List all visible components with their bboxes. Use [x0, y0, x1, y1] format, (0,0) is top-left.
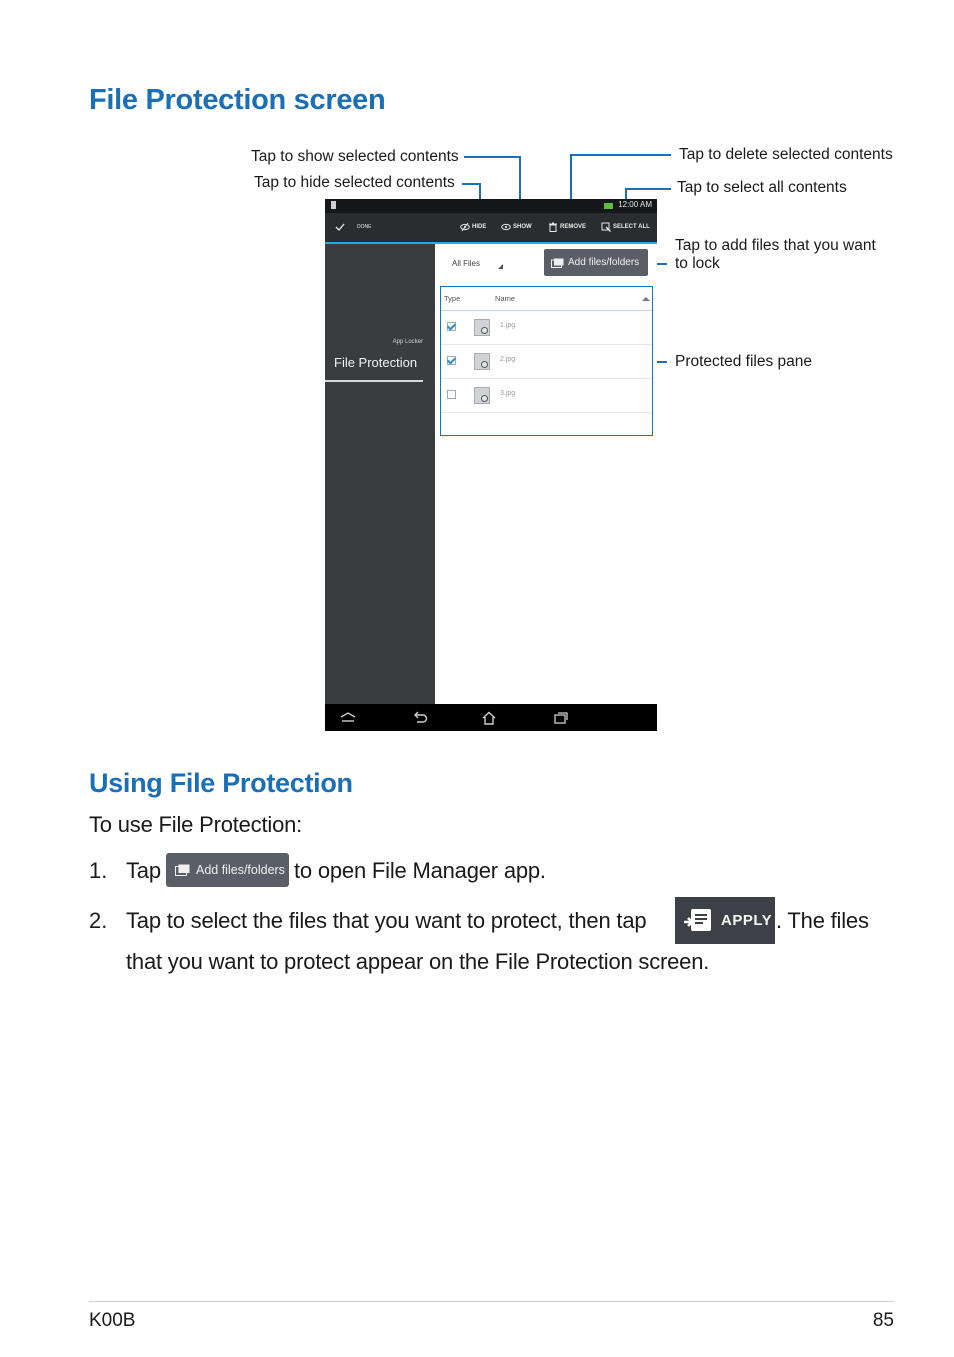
- page-heading: File Protection screen: [89, 84, 386, 116]
- remove-button[interactable]: REMOVE: [548, 222, 586, 232]
- page-number: 85: [872, 1310, 894, 1331]
- callout-add-line2: to lock: [675, 255, 720, 272]
- step-2-post: . The files: [776, 908, 869, 933]
- footer-rule: [89, 1301, 894, 1302]
- step-2-pre: Tap to select the files that you want to protect, then tap: [126, 908, 647, 933]
- callout-select-all: Tap to select all contents: [677, 179, 847, 196]
- done-button[interactable]: DONE: [335, 222, 371, 232]
- step-1-post: to open File Manager app.: [294, 858, 546, 883]
- step-2-line2: that you want to protect appear on the File Protection screen.: [126, 949, 710, 974]
- callout-hide: Tap to hide selected contents: [254, 174, 455, 191]
- recent-apps-icon[interactable]: [553, 711, 569, 724]
- hide-nav-icon[interactable]: [339, 711, 357, 723]
- notification-icon: [331, 201, 336, 209]
- apply-inline-button: APPLY: [675, 897, 775, 944]
- status-clock: 12:00 AM: [618, 200, 652, 209]
- callout-show: Tap to show selected contents: [251, 148, 459, 165]
- intro-text: To use File Protection:: [89, 812, 303, 837]
- file-name: 1.jpg: [500, 322, 516, 329]
- apply-icon: [683, 907, 713, 935]
- file-name: 3.jpg: [500, 390, 516, 397]
- sidebar-item-file-protection[interactable]: File Protection: [334, 355, 418, 370]
- home-icon[interactable]: [481, 711, 497, 725]
- step-1-number: 1.: [89, 858, 108, 883]
- section-heading: Using File Protection: [89, 768, 353, 798]
- hide-button[interactable]: HIDE: [460, 222, 486, 232]
- show-button[interactable]: SHOW: [501, 222, 532, 232]
- callout-pane: Protected files pane: [675, 353, 813, 370]
- status-bar: [325, 199, 657, 213]
- checkmark-icon: [335, 222, 345, 232]
- footer-model: K00B: [89, 1310, 136, 1331]
- select-all-icon: [601, 222, 611, 232]
- action-bar: [325, 213, 657, 244]
- folder-add-icon: [175, 864, 190, 876]
- sidebar-item-app-locker[interactable]: App Locker: [392, 339, 423, 345]
- add-files-inline-button: Add files/folders: [166, 853, 289, 887]
- battery-icon: [604, 203, 613, 209]
- step-1-pre: Tap: [126, 858, 161, 883]
- filter-dropdown[interactable]: All Files: [452, 259, 481, 268]
- eye-icon: [501, 222, 511, 232]
- col-name[interactable]: Name: [495, 294, 516, 303]
- device-screenshot: [325, 199, 657, 731]
- folder-add-icon: [551, 258, 564, 268]
- sidebar: [325, 244, 435, 704]
- callout-delete: Tap to delete selected contents: [679, 146, 893, 163]
- callout-add-line1: Tap to add files that you want: [675, 237, 876, 254]
- trash-icon: [548, 222, 558, 232]
- step-2-number: 2.: [89, 908, 108, 933]
- add-files-button[interactable]: Add files/folders: [544, 249, 648, 276]
- file-name: 2.jpg: [500, 356, 516, 363]
- selected-indicator: [325, 380, 423, 382]
- navigation-bar: [325, 704, 657, 731]
- select-all-button[interactable]: SELECT ALL: [601, 222, 650, 232]
- back-icon[interactable]: [412, 711, 428, 724]
- eye-slash-icon: [460, 222, 470, 232]
- pane-highlight: [440, 286, 653, 436]
- dropdown-arrow-icon: [498, 264, 503, 269]
- col-type[interactable]: Type: [444, 294, 461, 303]
